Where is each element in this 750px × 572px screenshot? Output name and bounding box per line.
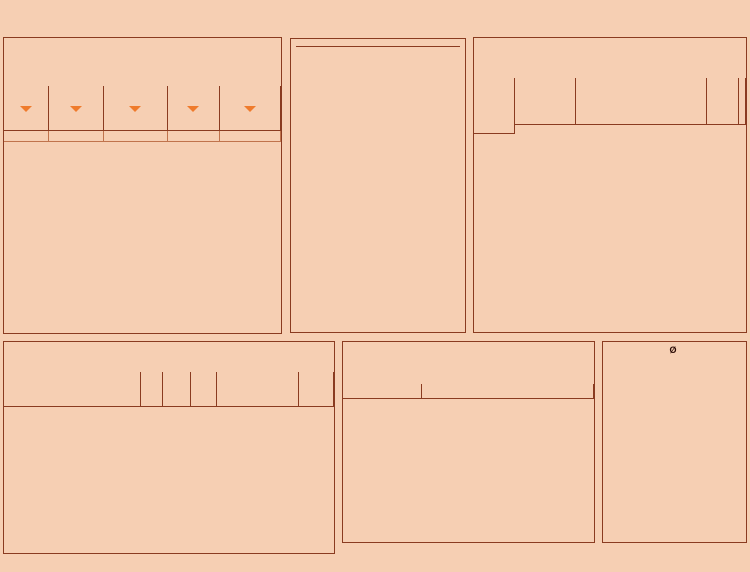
col-broadreeds: [219, 86, 281, 130]
col-remarks: [216, 372, 298, 406]
col-type-codes: [421, 384, 594, 398]
diameter-icon: Ø: [669, 345, 677, 355]
col-child-week: [474, 78, 514, 133]
col-type-code: [140, 372, 162, 406]
col-child-general: [575, 78, 706, 124]
col-type-chalet: [4, 372, 140, 406]
pensioner-panel: [602, 341, 747, 543]
col-child-riviera: [707, 78, 739, 124]
important-panel: [290, 38, 466, 333]
standard-tariff-panel: [3, 37, 282, 334]
camps-panel: [342, 341, 595, 543]
pensioner-heading-row: [608, 345, 741, 355]
col-child-plemont: [739, 78, 746, 124]
types-panel: [3, 341, 335, 554]
col-blackpool: [48, 86, 103, 130]
col-child-blackpool: [514, 78, 575, 124]
types-table: [4, 372, 334, 407]
col-rooms: [190, 372, 216, 406]
col-week: [4, 86, 48, 130]
col-osmington: [167, 86, 219, 130]
col-camp: [343, 384, 421, 398]
childrens-tariff-panel: [473, 37, 747, 333]
childrens-tariff-header: [474, 78, 746, 142]
camps-table: [343, 384, 594, 399]
standard-tariff-table: [4, 86, 281, 142]
col-extra-charge: [298, 372, 334, 406]
col-persons: [162, 372, 190, 406]
col-bracklesham: [103, 86, 167, 130]
notes-timber: [296, 46, 460, 50]
